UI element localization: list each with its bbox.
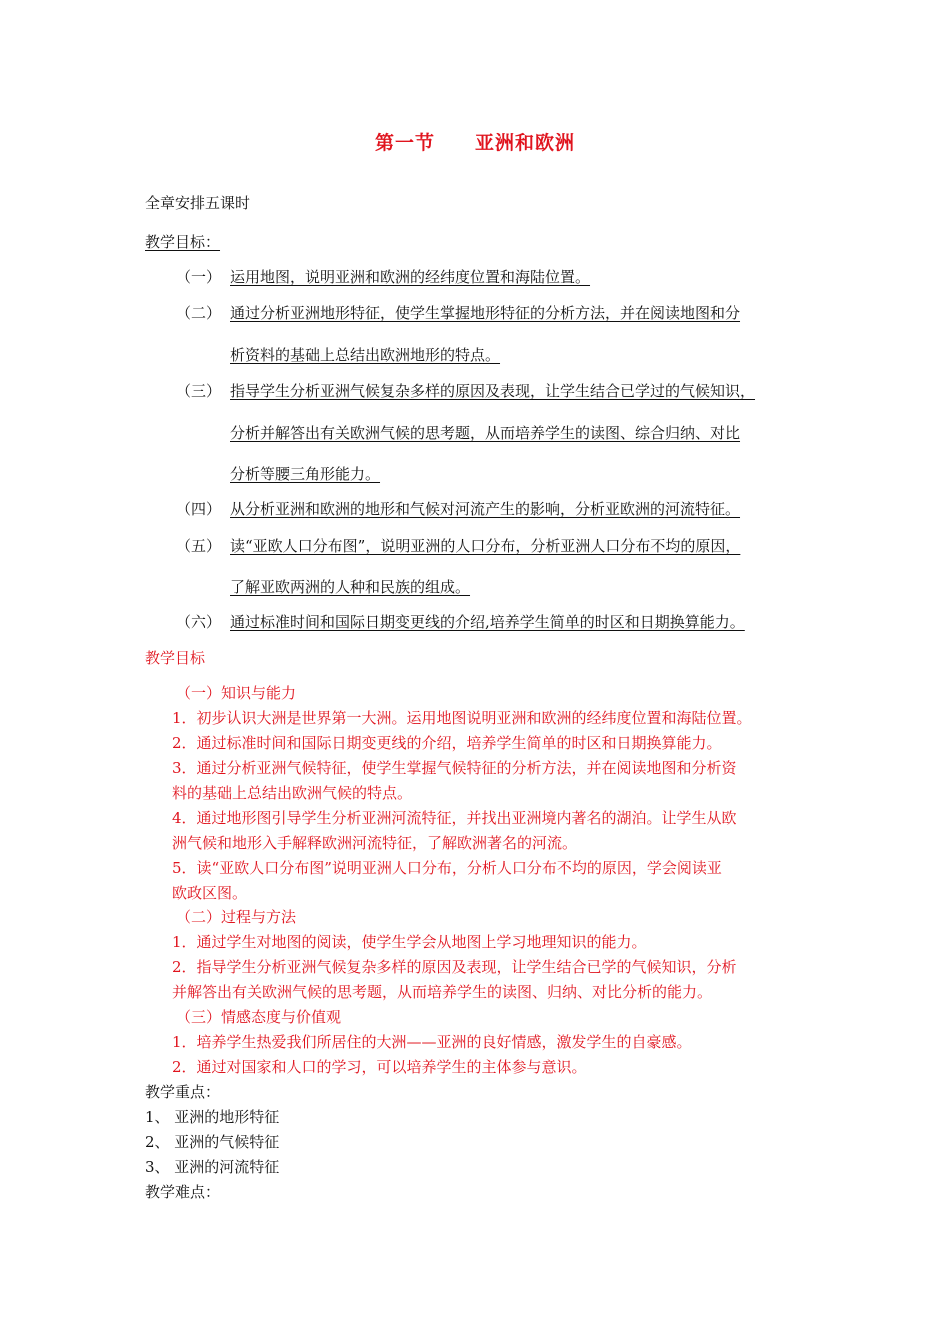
- objective-number: （五）: [176, 537, 222, 555]
- key-point-item: 1、 亚洲的地形特征: [145, 1108, 280, 1126]
- subsection-heading: （二）过程与方法: [176, 908, 297, 926]
- objective-number: （三）: [176, 382, 222, 400]
- red-section-heading: 教学目标: [145, 649, 206, 667]
- objective-line: 从分析亚洲和欧洲的地形和气候对河流产生的影响，分析亚欧洲的河流特征。: [230, 500, 741, 518]
- objective-line: 分析并解答出有关欧洲气候的思考题，从而培养学生的读图、综合归纳、对比: [230, 424, 741, 442]
- title-section-number: 第一节: [374, 132, 435, 154]
- red-line: 洲气候和地形入手解释欧洲河流特征，了解欧洲著名的河流。: [172, 834, 578, 852]
- subsection-heading: （三）情感态度与价值观: [176, 1008, 342, 1026]
- red-line: 料的基础上总结出欧洲气候的特点。: [172, 784, 413, 802]
- objective-number: （六）: [176, 613, 222, 631]
- objective-line: 通过分析亚洲地形特征，使学生掌握地形特征的分析方法，并在阅读地图和分: [230, 304, 741, 322]
- red-line: 5．读“亚欧人口分布图”说明亚洲人口分布，分析人口分布不均的原因，学会阅读亚: [172, 859, 722, 877]
- objective-number: （四）: [176, 500, 222, 518]
- red-line: 1．初步认识大洲是世界第一大洲。运用地图说明亚洲和欧洲的经纬度位置和海陆位置。: [172, 709, 752, 727]
- red-line: 3．通过分析亚洲气候特征，使学生掌握气候特征的分析方法，并在阅读地图和分析资: [172, 759, 737, 777]
- schedule-text: 全章安排五课时: [145, 194, 251, 212]
- key-points-heading: 教学重点：: [145, 1083, 221, 1101]
- objective-line: 了解亚欧两洲的人种和民族的组成。: [230, 578, 471, 596]
- red-line: 并解答出有关欧洲气候的思考题，从而培养学生的读图、归纳、对比分析的能力。: [172, 983, 713, 1001]
- objective-line: 运用地图，说明亚洲和欧洲的经纬度位置和海陆位置。: [230, 268, 591, 286]
- subsection-heading: （一）知识与能力: [176, 684, 297, 702]
- red-line: 1．培养学生热爱我们所居住的大洲——亚洲的良好情感，激发学生的自豪感。: [172, 1033, 692, 1051]
- objective-number: （一）: [176, 268, 222, 286]
- objective-line: 指导学生分析亚洲气候复杂多样的原因及表现，让学生结合已学过的气候知识，: [230, 382, 756, 400]
- page-title: [0, 128, 950, 155]
- difficulties-heading: 教学难点：: [145, 1183, 221, 1201]
- red-line: 欧政区图。: [172, 884, 248, 902]
- red-line: 2．指导学生分析亚洲气候复杂多样的原因及表现，让学生结合已学的气候知识，分析: [172, 958, 737, 976]
- title-topic: 亚洲和欧洲: [475, 132, 576, 154]
- objective-line: 析资料的基础上总结出欧洲地形的特点。: [230, 346, 501, 364]
- key-point-item: 2、 亚洲的气候特征: [145, 1133, 280, 1151]
- objective-line: 通过标准时间和国际日期变更线的介绍,培养学生简单的时区和日期换算能力。: [230, 613, 745, 631]
- red-line: 1．通过学生对地图的阅读，使学生学会从地图上学习地理知识的能力。: [172, 933, 647, 951]
- objective-line: 分析等腰三角形能力。: [230, 465, 381, 483]
- key-point-item: 3、 亚洲的河流特征: [145, 1158, 280, 1176]
- red-line: 4．通过地形图引导学生分析亚洲河流特征，并找出亚洲境内著名的湖泊。让学生从欧: [172, 809, 737, 827]
- objective-line: 读“亚欧人口分布图”，说明亚洲的人口分布，分析亚洲人口分布不均的原因，: [230, 537, 741, 555]
- red-line: 2．通过标准时间和国际日期变更线的介绍，培养学生简单的时区和日期换算能力。: [172, 734, 722, 752]
- objective-number: （二）: [176, 304, 222, 322]
- objectives-heading: 教学目标：: [145, 233, 221, 251]
- red-line: 2．通过对国家和人口的学习，可以培养学生的主体参与意识。: [172, 1058, 587, 1076]
